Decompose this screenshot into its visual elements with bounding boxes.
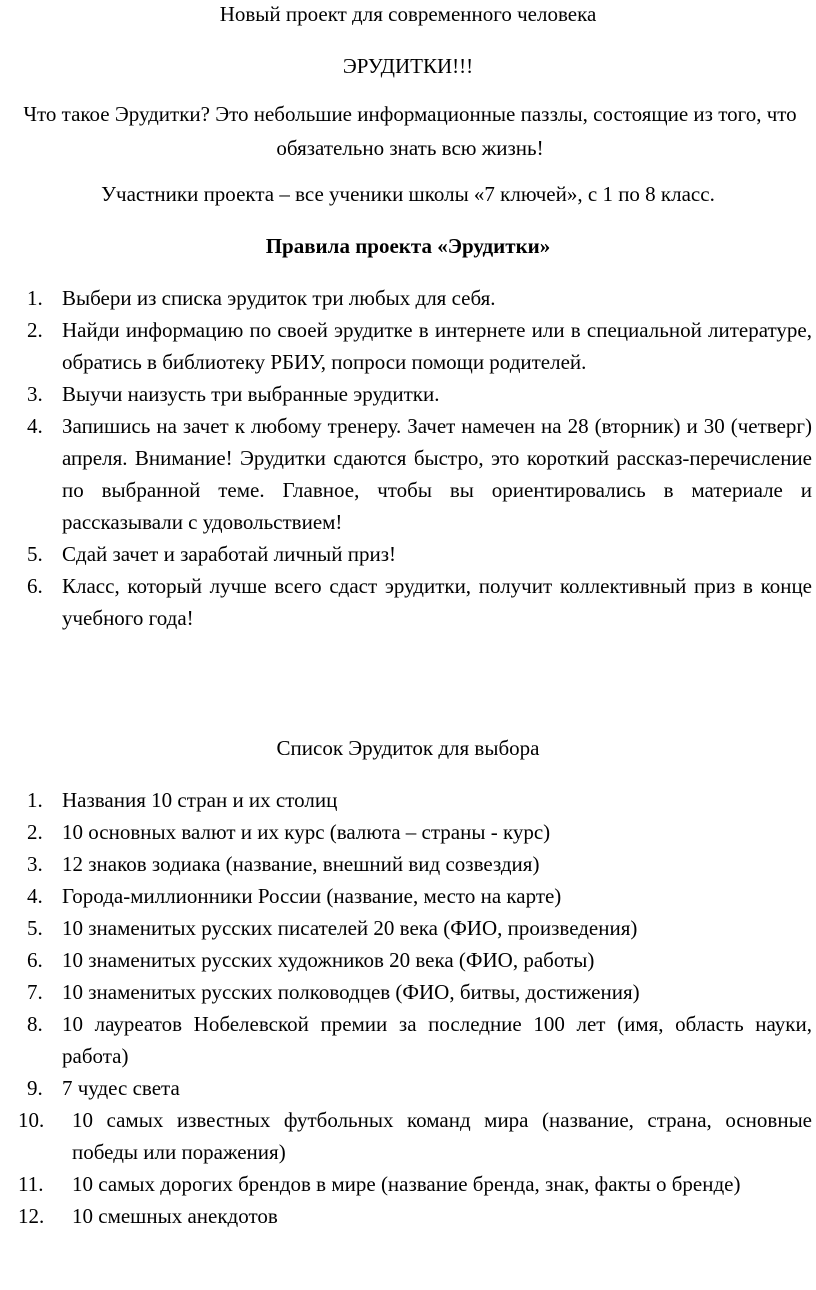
list-item (0, 1200, 816, 1232)
list-item-number: 5. (27, 916, 43, 940)
list-item-text: 10 самых дорогих брендов в мире (название бренда, знак, факты о бренде) (72, 1172, 741, 1196)
list-item-text: 10 смешных анекдотов (72, 1204, 278, 1228)
list-item-text: 10 знаменитых русских художников 20 века (ФИО, работы) (62, 948, 595, 972)
erudite-list (0, 784, 816, 1232)
rules-heading: Правила проекта «Эрудитки» (265, 234, 551, 258)
list-item (0, 816, 816, 848)
list-item (0, 848, 816, 880)
list-item-number: 7. (27, 980, 43, 1004)
list-item (0, 1008, 816, 1072)
list-item-text: Выучи наизусть три выбранные эрудитки. (62, 382, 440, 406)
list-item-text: Класс, который лучше всего сдаст эрудитки, получит коллективный приз в конце учебного года! (62, 574, 812, 630)
list-item-number: 11. (18, 1172, 44, 1196)
list-item (0, 1104, 816, 1168)
list-item (0, 880, 816, 912)
list-item-number: 6. (27, 574, 43, 598)
list-item-number: 2. (27, 820, 43, 844)
list-item-text: 7 чудес света (62, 1076, 180, 1100)
list-item (0, 1168, 816, 1200)
list-item-number: 8. (27, 1012, 43, 1036)
list-item-number: 4. (27, 884, 43, 908)
list-item (0, 1072, 816, 1104)
list-item-number: 1. (27, 286, 43, 310)
list-item-text: Сдай зачет и заработай личный приз! (62, 542, 397, 566)
list-item-number: 5. (27, 542, 43, 566)
list-item (0, 314, 816, 378)
list-item-number: 3. (27, 852, 43, 876)
list-item (0, 538, 816, 570)
list-item-number: 9. (27, 1076, 43, 1100)
list-item-number: 2. (27, 318, 43, 342)
list-item (0, 378, 816, 410)
document-subtitle: Новый проект для современного человека (219, 2, 597, 26)
list-item-number: 4. (27, 414, 43, 438)
list-item-text: 10 самых известных футбольных команд мира (название, страна, основные победы или поражения) (72, 1108, 812, 1164)
list-item (0, 282, 816, 314)
list-item (0, 570, 816, 634)
list-item-number: 10. (18, 1108, 45, 1132)
list-item-number: 12. (18, 1204, 45, 1228)
list-item-text: 10 основных валют и их курс (валюта – страны - курс) (62, 820, 551, 844)
intro-paragraph: Что такое Эрудитки? Это небольшие информационные паззлы, состоящие из того, что обязательно знать всю жизнь! (23, 102, 797, 160)
list-item-number: 1. (27, 788, 43, 812)
list-item-text: Выбери из списка эрудиток три любых для себя. (62, 286, 496, 310)
list-item (0, 976, 816, 1008)
list-item-text: 10 знаменитых русских писателей 20 века (ФИО, произведения) (62, 916, 638, 940)
list-item (0, 784, 816, 816)
list-item (0, 410, 816, 538)
document-title: ЭРУДИТКИ!!! (342, 54, 474, 78)
list-item-number: 6. (27, 948, 43, 972)
participants-paragraph: Участники проекта – все ученики школы «7 ключей», с 1 по 8 класс. (101, 182, 715, 206)
list-heading: Список Эрудиток для выбора (276, 736, 540, 760)
list-item-text: Запишись на зачет к любому тренеру. Зачет намечен на 28 (вторник) и 30 (четверг) апреля. Внимание! Эрудитки сдаются быстро, это короткий рассказ-перечисление по выбранной теме. Главное, чтобы вы ориентировались в материале и рассказывали с удовольствием! (62, 414, 812, 534)
list-item-text: 10 знаменитых русских полководцев (ФИО, битвы, достижения) (62, 980, 640, 1004)
list-item-number: 3. (27, 382, 43, 406)
list-item (0, 912, 816, 944)
list-item (0, 944, 816, 976)
rules-list (0, 282, 816, 634)
list-item-text: Названия 10 стран и их столиц (62, 788, 338, 812)
list-item-text: Города-миллионники России (название, место на карте) (62, 884, 562, 908)
list-item-text: Найди информацию по своей эрудитке в интернете или в специальной литературе, обратись в библиотеку РБИУ, попроси помощи родителей. (62, 318, 812, 374)
list-item-text: 10 лауреатов Нобелевской премии за последние 100 лет (имя, область науки, работа) (62, 1012, 812, 1068)
list-item-text: 12 знаков зодиака (название, внешний вид созвездия) (62, 852, 540, 876)
